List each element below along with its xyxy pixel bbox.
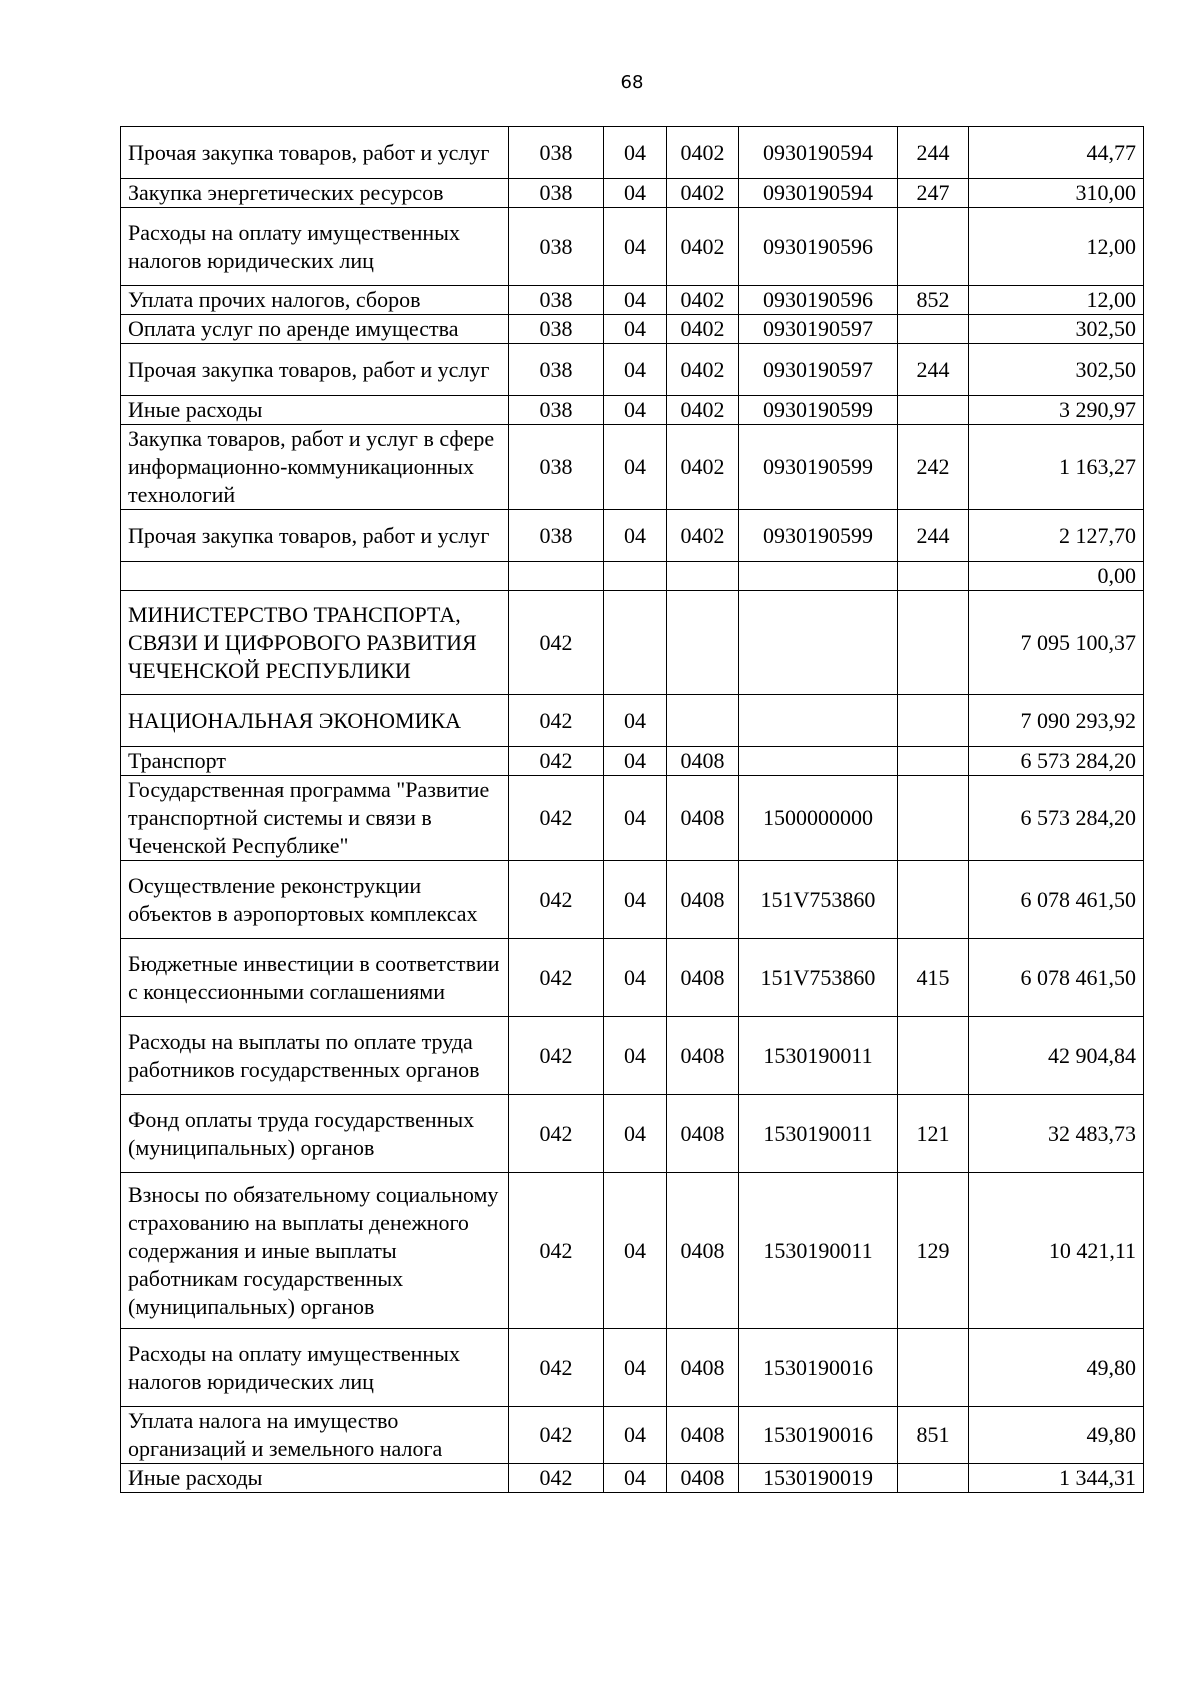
row-subsection-cell: 0408: [667, 861, 739, 939]
row-amount-cell: 12,00: [969, 208, 1144, 286]
row-grbs-cell: 042: [509, 695, 604, 747]
row-expense-type-cell: [898, 591, 969, 695]
row-target-article-cell: 0930190596: [739, 286, 898, 315]
row-subsection-cell: 0408: [667, 1173, 739, 1329]
row-name-cell: НАЦИОНАЛЬНАЯ ЭКОНОМИКА: [121, 695, 509, 747]
row-name-cell: Оплата услуг по аренде имущества: [121, 315, 509, 344]
row-expense-type-cell: 244: [898, 510, 969, 562]
row-grbs-cell: 042: [509, 591, 604, 695]
row-section-cell: 04: [604, 695, 667, 747]
row-name-cell: Прочая закупка товаров, работ и услуг: [121, 510, 509, 562]
row-expense-type-cell: 242: [898, 425, 969, 510]
row-subsection-cell: 0408: [667, 939, 739, 1017]
table-row: [121, 510, 1144, 562]
row-expense-type-cell: [898, 695, 969, 747]
row-target-article-cell: 1530190016: [739, 1407, 898, 1464]
row-subsection-cell: 0402: [667, 510, 739, 562]
row-amount-cell: 3 290,97: [969, 396, 1144, 425]
row-grbs-cell: 042: [509, 861, 604, 939]
row-target-article-cell: 0930190597: [739, 344, 898, 396]
row-target-article-cell: 151V753860: [739, 861, 898, 939]
page-number: 68: [620, 72, 644, 93]
row-grbs-cell: 038: [509, 425, 604, 510]
row-grbs-cell: 038: [509, 344, 604, 396]
row-target-article-cell: [739, 747, 898, 776]
row-expense-type-cell: [898, 208, 969, 286]
row-target-article-cell: 0930190599: [739, 510, 898, 562]
row-target-article-cell: 1530190011: [739, 1095, 898, 1173]
row-expense-type-cell: [898, 1329, 969, 1407]
row-subsection-cell: [667, 591, 739, 695]
table-row: [121, 562, 1144, 591]
row-name-cell: Расходы на оплату имущественных налогов юридических лиц: [121, 1329, 509, 1407]
table-row: [121, 127, 1144, 179]
row-grbs-cell: 042: [509, 1017, 604, 1095]
row-subsection-cell: 0402: [667, 179, 739, 208]
row-expense-type-cell: [898, 861, 969, 939]
row-expense-type-cell: [898, 747, 969, 776]
row-section-cell: 04: [604, 344, 667, 396]
row-amount-cell: 12,00: [969, 286, 1144, 315]
row-expense-type-cell: 851: [898, 1407, 969, 1464]
row-amount-cell: 6 573 284,20: [969, 747, 1144, 776]
row-name-cell: Расходы на оплату имущественных налогов юридических лиц: [121, 208, 509, 286]
row-grbs-cell: 042: [509, 1464, 604, 1493]
table-row: [121, 208, 1144, 286]
table-row: [121, 425, 1144, 510]
table-row: [121, 1095, 1144, 1173]
row-expense-type-cell: 852: [898, 286, 969, 315]
row-subsection-cell: 0402: [667, 315, 739, 344]
row-grbs-cell: 038: [509, 179, 604, 208]
row-section-cell: 04: [604, 396, 667, 425]
row-name-cell: Осуществление реконструкции объектов в аэропортовых комплексах: [121, 861, 509, 939]
row-amount-cell: 6 078 461,50: [969, 861, 1144, 939]
table-row: [121, 747, 1144, 776]
row-grbs-cell: 038: [509, 510, 604, 562]
row-target-article-cell: 1530190011: [739, 1017, 898, 1095]
row-grbs-cell: 042: [509, 747, 604, 776]
table-row: [121, 286, 1144, 315]
row-amount-cell: 32 483,73: [969, 1095, 1144, 1173]
row-amount-cell: 1 344,31: [969, 1464, 1144, 1493]
row-target-article-cell: 1530190011: [739, 1173, 898, 1329]
row-section-cell: 04: [604, 1464, 667, 1493]
row-section-cell: [604, 591, 667, 695]
row-target-article-cell: 0930190594: [739, 127, 898, 179]
budget-table: [120, 126, 1144, 1493]
row-name-cell: Транспорт: [121, 747, 509, 776]
row-target-article-cell: 1530190016: [739, 1329, 898, 1407]
budget-table-body: [121, 127, 1144, 1493]
row-amount-cell: 302,50: [969, 315, 1144, 344]
row-expense-type-cell: [898, 1464, 969, 1493]
row-subsection-cell: 0402: [667, 425, 739, 510]
row-amount-cell: 6 078 461,50: [969, 939, 1144, 1017]
table-row: [121, 1173, 1144, 1329]
row-subsection-cell: 0402: [667, 344, 739, 396]
row-section-cell: 04: [604, 1017, 667, 1095]
row-grbs-cell: 042: [509, 1095, 604, 1173]
row-amount-cell: 49,80: [969, 1407, 1144, 1464]
row-target-article-cell: [739, 695, 898, 747]
row-name-cell: Закупка энергетических ресурсов: [121, 179, 509, 208]
row-amount-cell: 0,00: [969, 562, 1144, 591]
row-section-cell: 04: [604, 425, 667, 510]
row-subsection-cell: 0408: [667, 776, 739, 861]
row-section-cell: 04: [604, 286, 667, 315]
row-target-article-cell: 0930190599: [739, 425, 898, 510]
row-subsection-cell: 0408: [667, 1017, 739, 1095]
row-amount-cell: 310,00: [969, 179, 1144, 208]
row-grbs-cell: 038: [509, 286, 604, 315]
row-expense-type-cell: [898, 396, 969, 425]
row-name-cell: Фонд оплаты труда государственных (муниципальных) органов: [121, 1095, 509, 1173]
table-row: [121, 591, 1144, 695]
row-name-cell: Расходы на выплаты по оплате труда работников государственных органов: [121, 1017, 509, 1095]
row-section-cell: 04: [604, 1173, 667, 1329]
row-expense-type-cell: 244: [898, 127, 969, 179]
row-target-article-cell: [739, 562, 898, 591]
table-row: [121, 315, 1144, 344]
row-name-cell: Закупка товаров, работ и услуг в сфере информационно-коммуникационных технологий: [121, 425, 509, 510]
row-name-cell: Прочая закупка товаров, работ и услуг: [121, 127, 509, 179]
row-name-cell: Уплата прочих налогов, сборов: [121, 286, 509, 315]
row-name-cell: Иные расходы: [121, 396, 509, 425]
row-target-article-cell: [739, 591, 898, 695]
row-section-cell: 04: [604, 315, 667, 344]
row-grbs-cell: 042: [509, 1407, 604, 1464]
table-row: [121, 776, 1144, 861]
row-expense-type-cell: [898, 562, 969, 591]
table-row: [121, 1017, 1144, 1095]
row-subsection-cell: 0402: [667, 286, 739, 315]
row-expense-type-cell: 415: [898, 939, 969, 1017]
row-name-cell: Взносы по обязательному социальному страхованию на выплаты денежного содержания и иные выплаты работникам государственных (муниципальных) органов: [121, 1173, 509, 1329]
row-target-article-cell: 1500000000: [739, 776, 898, 861]
table-row: [121, 344, 1144, 396]
row-section-cell: [604, 562, 667, 591]
table-row: [121, 1407, 1144, 1464]
row-section-cell: 04: [604, 1095, 667, 1173]
row-section-cell: 04: [604, 1329, 667, 1407]
row-section-cell: 04: [604, 939, 667, 1017]
row-section-cell: 04: [604, 510, 667, 562]
row-amount-cell: 7 090 293,92: [969, 695, 1144, 747]
row-subsection-cell: 0402: [667, 127, 739, 179]
table-row: [121, 939, 1144, 1017]
row-section-cell: 04: [604, 179, 667, 208]
row-subsection-cell: 0408: [667, 747, 739, 776]
row-target-article-cell: 0930190599: [739, 396, 898, 425]
row-amount-cell: 1 163,27: [969, 425, 1144, 510]
row-grbs-cell: [509, 562, 604, 591]
row-name-cell: [121, 562, 509, 591]
row-expense-type-cell: [898, 776, 969, 861]
row-grbs-cell: 038: [509, 127, 604, 179]
row-grbs-cell: 038: [509, 315, 604, 344]
row-section-cell: 04: [604, 861, 667, 939]
row-amount-cell: 7 095 100,37: [969, 591, 1144, 695]
row-subsection-cell: [667, 562, 739, 591]
row-name-cell: Бюджетные инвестиции в соответствии с концессионными соглашениями: [121, 939, 509, 1017]
table-row: [121, 695, 1144, 747]
row-section-cell: 04: [604, 747, 667, 776]
row-expense-type-cell: 244: [898, 344, 969, 396]
row-subsection-cell: [667, 695, 739, 747]
row-target-article-cell: 151V753860: [739, 939, 898, 1017]
row-amount-cell: 42 904,84: [969, 1017, 1144, 1095]
row-name-cell: Государственная программа "Развитие транспортной системы и связи в Чеченской Республике": [121, 776, 509, 861]
row-subsection-cell: 0408: [667, 1095, 739, 1173]
row-name-cell: МИНИСТЕРСТВО ТРАНСПОРТА, СВЯЗИ И ЦИФРОВОГО РАЗВИТИЯ ЧЕЧЕНСКОЙ РЕСПУБЛИКИ: [121, 591, 509, 695]
row-amount-cell: 2 127,70: [969, 510, 1144, 562]
table-row: [121, 861, 1144, 939]
row-name-cell: Иные расходы: [121, 1464, 509, 1493]
row-grbs-cell: 038: [509, 396, 604, 425]
table-row: [121, 1329, 1144, 1407]
row-target-article-cell: 0930190596: [739, 208, 898, 286]
row-subsection-cell: 0408: [667, 1407, 739, 1464]
row-subsection-cell: 0408: [667, 1464, 739, 1493]
row-name-cell: Уплата налога на имущество организаций и земельного налога: [121, 1407, 509, 1464]
row-subsection-cell: 0408: [667, 1329, 739, 1407]
row-expense-type-cell: 121: [898, 1095, 969, 1173]
table-row: [121, 396, 1144, 425]
row-section-cell: 04: [604, 1407, 667, 1464]
row-amount-cell: 49,80: [969, 1329, 1144, 1407]
row-section-cell: 04: [604, 127, 667, 179]
table-row: [121, 1464, 1144, 1493]
row-grbs-cell: 042: [509, 939, 604, 1017]
row-grbs-cell: 038: [509, 208, 604, 286]
row-grbs-cell: 042: [509, 776, 604, 861]
row-grbs-cell: 042: [509, 1173, 604, 1329]
row-subsection-cell: 0402: [667, 208, 739, 286]
row-expense-type-cell: [898, 315, 969, 344]
row-target-article-cell: 0930190597: [739, 315, 898, 344]
row-target-article-cell: 1530190019: [739, 1464, 898, 1493]
row-expense-type-cell: [898, 1017, 969, 1095]
row-subsection-cell: 0402: [667, 396, 739, 425]
row-name-cell: Прочая закупка товаров, работ и услуг: [121, 344, 509, 396]
row-expense-type-cell: 247: [898, 179, 969, 208]
row-section-cell: 04: [604, 776, 667, 861]
row-amount-cell: 10 421,11: [969, 1173, 1144, 1329]
row-amount-cell: 6 573 284,20: [969, 776, 1144, 861]
row-amount-cell: 44,77: [969, 127, 1144, 179]
row-amount-cell: 302,50: [969, 344, 1144, 396]
table-row: [121, 179, 1144, 208]
row-expense-type-cell: 129: [898, 1173, 969, 1329]
row-target-article-cell: 0930190594: [739, 179, 898, 208]
row-section-cell: 04: [604, 208, 667, 286]
row-grbs-cell: 042: [509, 1329, 604, 1407]
